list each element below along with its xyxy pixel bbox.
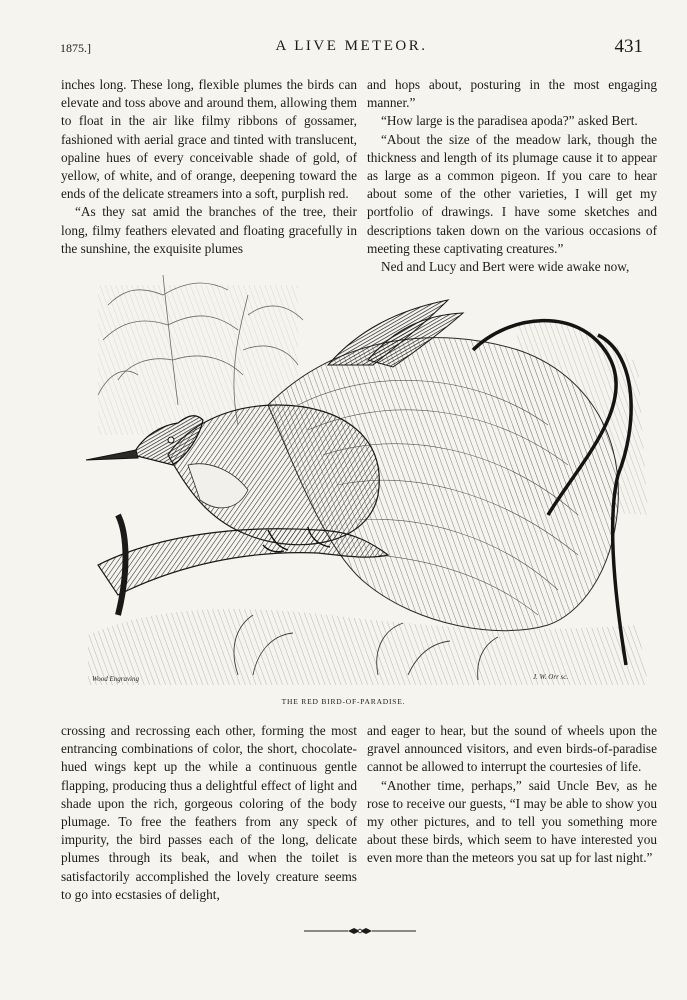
engraving-signature-right: J. W. Orr sc.	[533, 673, 569, 681]
paragraph: crossing and recrossing each other, forming the most entrancing combinations of color, the short, chocolate-hued wings kept up the while a continuous gentle flapping, producing thus a delightful effect of light and shade upon the rich, gorgeous coloring of the body plumage. To free the feathers from any speck of impurity, the bird passes each of the long, delicate plumes through its beak, and when the toilet is satisfactorily accomplished the lovely creature seems to go into ecstasies of delight,	[61, 723, 357, 902]
column-bottom-right	[367, 722, 657, 868]
ornamental-rule-icon	[304, 924, 416, 936]
illustration-caption: THE RED BIRD-OF-PARADISE.	[281, 697, 406, 706]
column-top-left	[61, 76, 357, 258]
paragraph: and hops about, posturing in the most engaging manner.”	[367, 77, 657, 111]
paragraph: inches long. These long, flexible plumes the birds can elevate and toss above and around them, allowing them to float in the air like filmy ribbons of gossamer, fashioned with aerial grace and tinted with translucent, opaline hues of every conceivable shade of gold, of yellow, of white, and of orange, deepening toward the ends of the delicate streamers into a soft, purplish red.	[61, 77, 357, 202]
page-number: 431	[614, 36, 643, 57]
paragraph: “About the size of the meadow lark, though the thickness and length of its plumage cause it to appear as large as a common pigeon. If you care to hear about some of the other varieties, I will get my portfolio of drawings. I have some sketches and descriptions taken down on the various occasions of meeting these captivating creatures.”	[367, 131, 657, 256]
paragraph: “How large is the paradisea apoda?” asked Bert.	[381, 113, 638, 129]
engraving-signature-left: Wood Engraving	[92, 675, 139, 683]
column-top-right	[367, 76, 657, 276]
header-year: 1875.]	[60, 41, 91, 55]
paragraph: and eager to hear, but the sound of wheels upon the gravel announced visitors, and even birds-of-paradise cannot be allowed to interrupt the courtesies of life.	[367, 723, 657, 775]
column-bottom-left	[61, 722, 357, 904]
bird-of-paradise-engraving	[78, 255, 660, 695]
header-title: A LIVE METEOR.	[275, 38, 428, 54]
paragraph: “Another time, perhaps,” said Uncle Bev, as he rose to receive our guests, “I may be able to show you my other pictures, and to tell you something more about these birds, which seem to have interested you even more than the meteors you sat up for last night.”	[367, 777, 657, 866]
running-head	[60, 38, 643, 58]
paragraph: “As they sat amid the branches of the tree, their long, filmy feathers elevated and floating gracefully in the sunshine, the exquisite plumes	[61, 204, 357, 256]
paragraph: Ned and Lucy and Bert were wide awake now,	[381, 259, 630, 275]
